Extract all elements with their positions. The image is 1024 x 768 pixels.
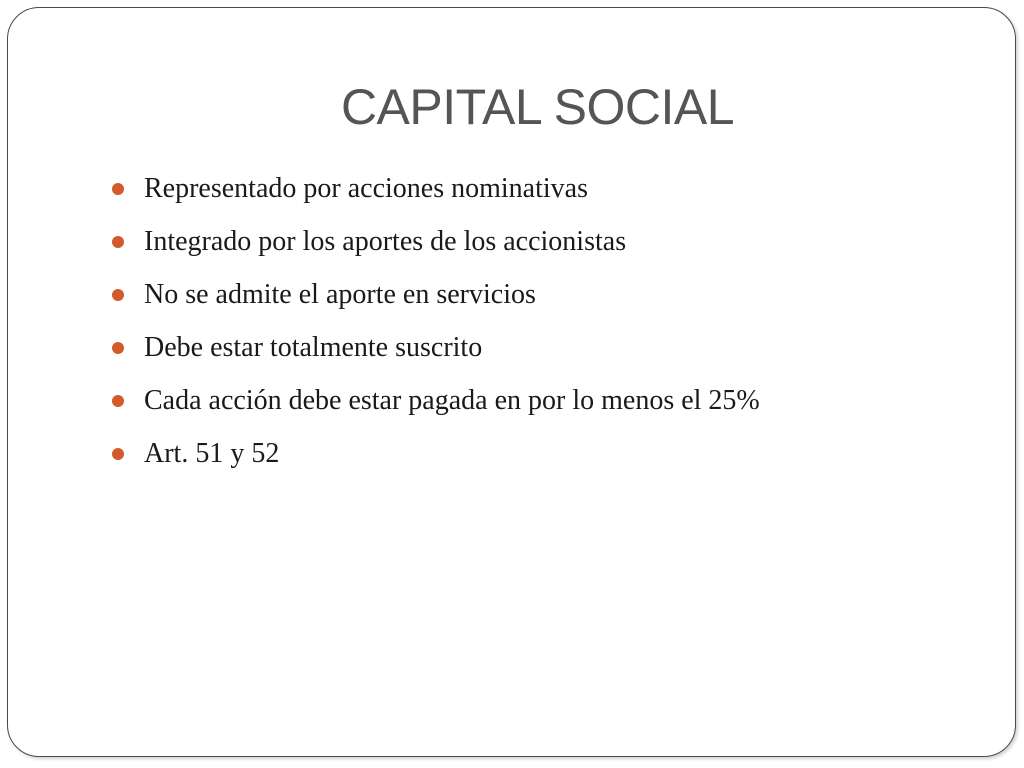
bullet-text: No se admite el aporte en servicios (144, 279, 536, 310)
bullet-text: Cada acción debe estar pagada en por lo menos el 25% (144, 385, 760, 416)
slide-title: CAPITAL SOCIAL (340, 79, 735, 135)
bullet-dot-icon (112, 236, 124, 248)
bullet-text: Representado por acciones nominativas (144, 173, 588, 204)
bullet-text: Debe estar totalmente suscrito (144, 332, 483, 363)
bullet-item (112, 382, 760, 435)
bullet-dot-icon (112, 448, 124, 460)
bullet-text: Integrado por los aportes de los accionistas (144, 226, 627, 257)
bullet-item (112, 223, 760, 276)
bullet-text: Art. 51 y 52 (144, 438, 280, 469)
bullet-item (112, 276, 760, 329)
bullet-list (112, 170, 760, 488)
bullet-item (112, 329, 760, 382)
bullet-item (112, 170, 760, 223)
bullet-dot-icon (112, 183, 124, 195)
bullet-item (112, 435, 760, 488)
bullet-dot-icon (112, 289, 124, 301)
bullet-dot-icon (112, 342, 124, 354)
bullet-dot-icon (112, 395, 124, 407)
